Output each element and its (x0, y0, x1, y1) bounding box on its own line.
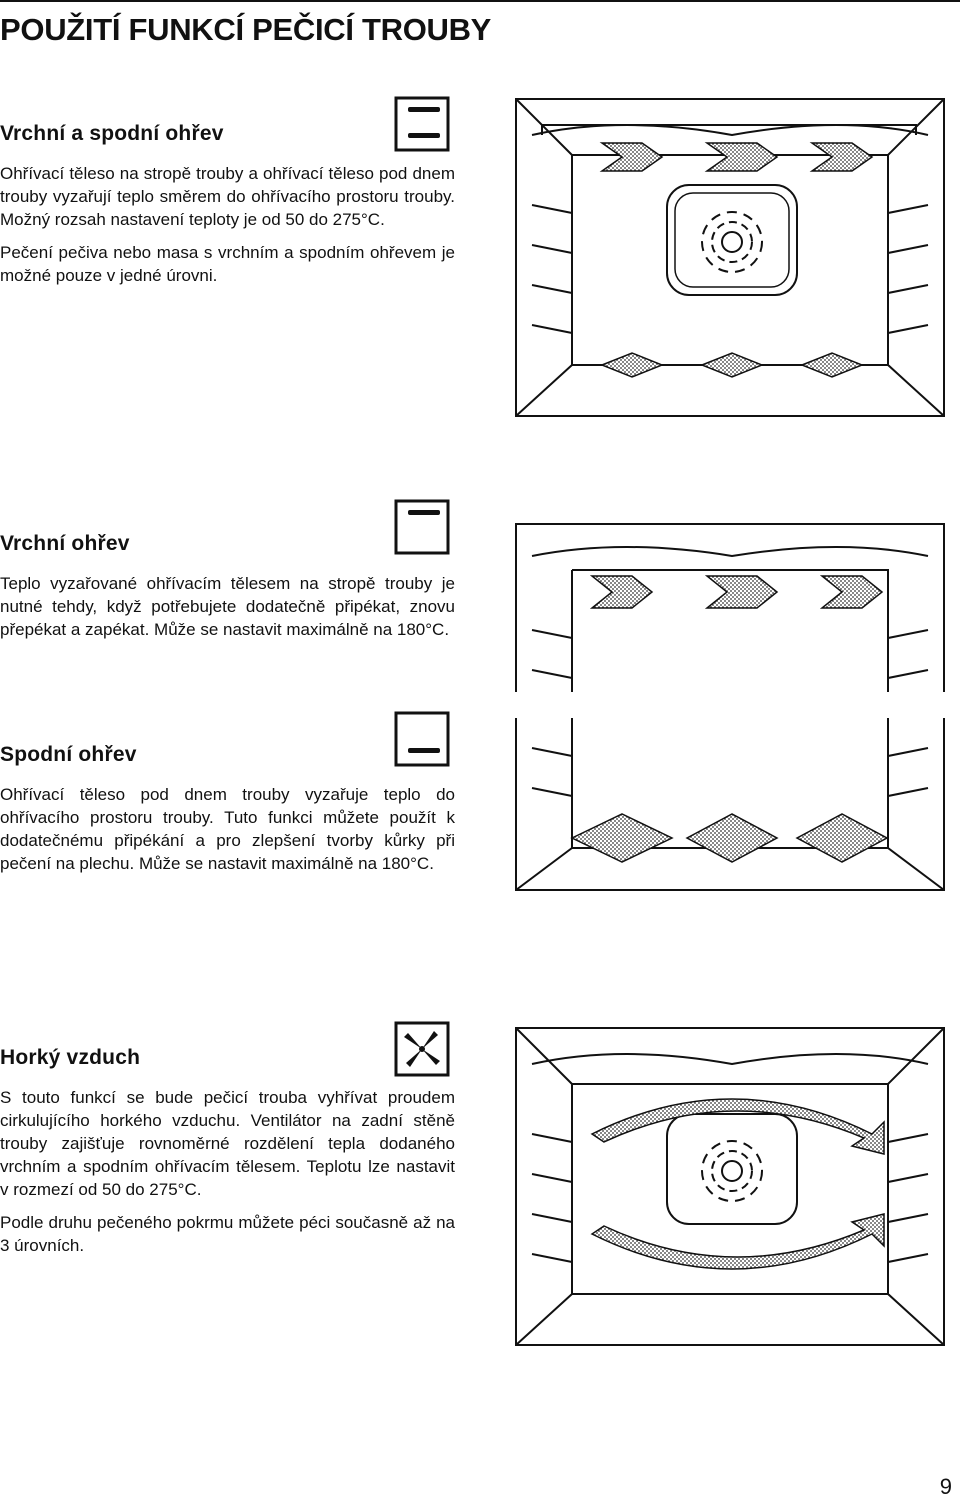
oven-hot-air-diagram (512, 1024, 948, 1349)
section-top-bottom-heat (0, 122, 455, 297)
section-paragraph: Pečení pečiva nebo masa s vrchním a spodním ohřevem je možné pouze v jedné úrovni. (0, 243, 455, 285)
bottom-heat-icon (394, 711, 450, 767)
section-paragraph: S touto funkcí se bude pečicí trouba vyhřívat proudem cirkulujícího horkého vzduchu. Ventilátor na zadní stěně trouby zajišťuje rovnoměrné rozdělení tepla dodaného vrchním a spodním ohřívacím tělesem. Teplotu lze nastavit v rozmezí od 50 do 275°C. (0, 1088, 455, 1199)
top-rule (0, 0, 960, 2)
section-bottom-heat (0, 743, 455, 885)
oven-top-heat-diagram (512, 520, 948, 692)
section-paragraph: Ohřívací těleso pod dnem trouby vyzařuje teplo do ohřívacího prostoru trouby. Tuto funkci můžete použít k dodatečnému připékání a pro zlepšení tvorby kůrky při pečení na plechu. Může se nastavit maximálně na 180°C. (0, 785, 455, 873)
oven-bottom-heat-diagram (512, 718, 948, 894)
page-number: 9 (939, 1474, 952, 1499)
section-heading: Vrchní a spodní ohřev (0, 122, 224, 145)
section-paragraph: Teplo vyzařované ohřívacím tělesem na stropě trouby je nutné tehdy, když potřebujete dodatečně připékat, znovu přepékat a zapékat. Může se nastavit maximálně na 180°C. (0, 574, 455, 639)
oven-top-bottom-heat-diagram (512, 95, 948, 420)
section-top-heat (0, 532, 455, 651)
top-heat-icon (394, 499, 450, 555)
fan-icon (394, 1021, 450, 1077)
top-bottom-heat-icon (394, 96, 450, 152)
section-heading: Vrchní ohřev (0, 532, 130, 555)
section-hot-air (0, 1046, 455, 1267)
section-paragraph: Ohřívací těleso na stropě trouby a ohřívací těleso pod dnem trouby vyzařují teplo směrem do ohřívacího prostoru trouby. Možný rozsah nastavení teploty je od 50 do 275°C. (0, 164, 455, 229)
page-title: POUŽITÍ FUNKCÍ PEČICÍ TROUBY (0, 12, 492, 47)
section-heading: Horký vzduch (0, 1046, 141, 1069)
section-heading: Spodní ohřev (0, 743, 137, 766)
section-paragraph: Podle druhu pečeného pokrmu můžete péci současně až na 3 úrovních. (0, 1213, 455, 1255)
